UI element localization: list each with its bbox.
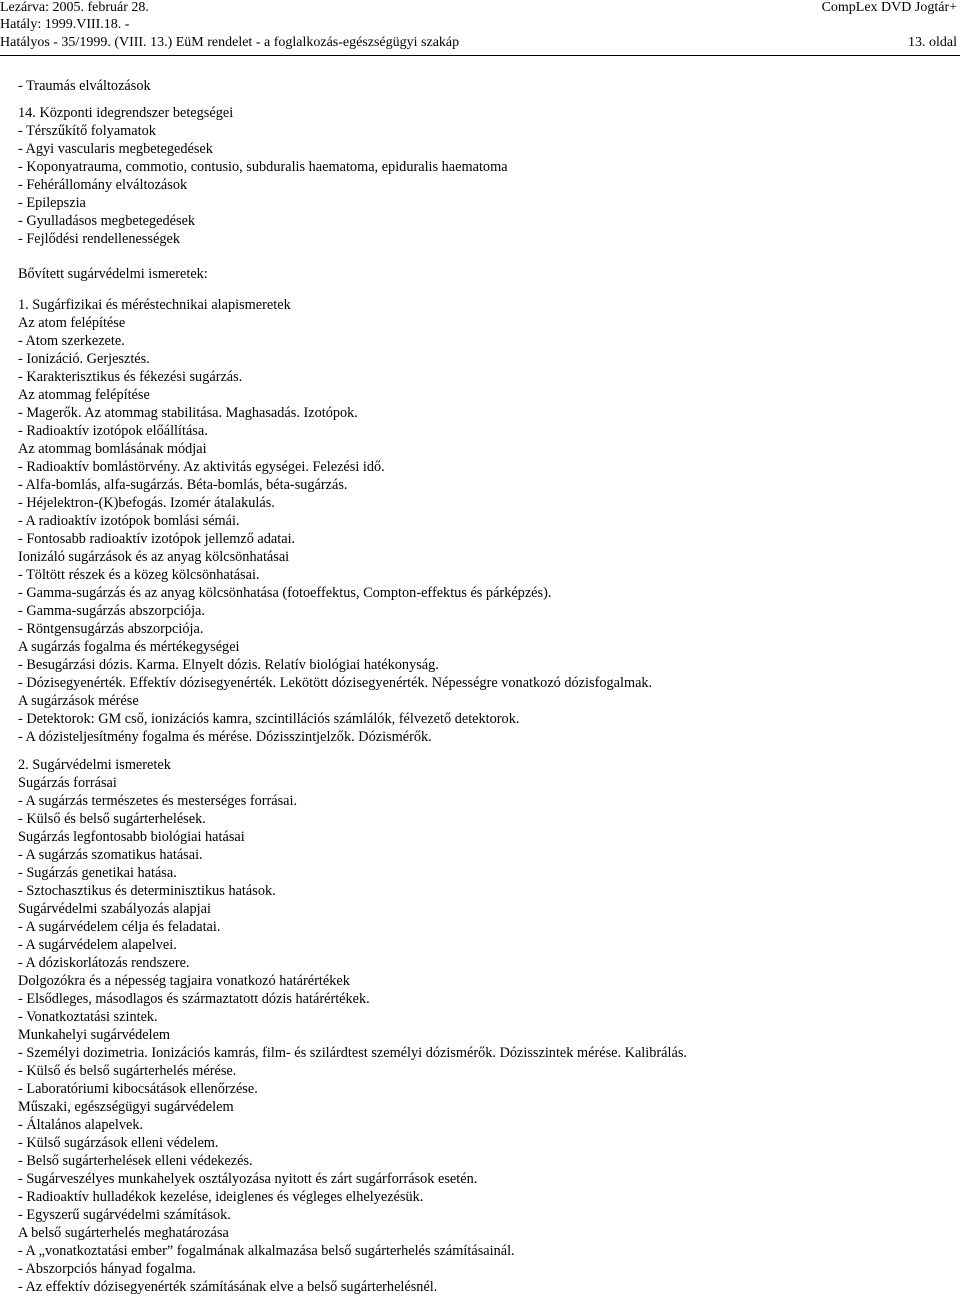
text-line: - Külső és belső sugárterhelés mérése. (18, 1063, 237, 1079)
header-document-title: Hatályos - 35/1999. (VIII. 13.) EüM rendelet - a foglalkozás-egészségügyi szakáp (0, 35, 460, 50)
text-line: - A sugárvédelem célja és feladatai. (18, 919, 221, 935)
text-line: - Gamma-sugárzás és az anyag kölcsönhatása (fotoeffektus, Compton-effektus és párképzés). (18, 585, 552, 601)
subsection-heading: Munkahelyi sugárvédelem (18, 1027, 171, 1043)
text-line: - Ionizáció. Gerjesztés. (18, 351, 150, 367)
text-line: - Vonatkoztatási szintek. (18, 1009, 158, 1025)
subsection-heading: Ionizáló sugárzások és az anyag kölcsönhatásai (18, 549, 290, 565)
header-closed-date: Lezárva: 2005. február 28. (0, 0, 149, 15)
text-line: - Radioaktív hulladékok kezelése, ideiglenes és végleges elhelyezésük. (18, 1189, 424, 1205)
text-line: - A dózisteljesítmény fogalma és mérése. Dózisszintjelzők. Dózismérők. (18, 729, 432, 745)
text-line: - Dózisegyenérték. Effektív dózisegyenérték. Lekötött dózisegyenérték. Népességre vonatkozó dózisfogalmak. (18, 675, 653, 691)
text-line: - Elsődleges, másodlagos és származtatott dózis határértékek. (18, 991, 370, 1007)
text-line: - Sugárveszélyes munkahelyek osztályozása nyitott és zárt sugárforrások esetén. (18, 1171, 478, 1187)
text-line: - Sztochasztikus és determinisztikus hatások. (18, 883, 276, 899)
subsection-heading: Sugárvédelmi szabályozás alapjai (18, 901, 211, 917)
text-line: - Magerők. Az atommag stabilitása. Maghasadás. Izotópok. (18, 405, 358, 421)
text-line: - A „vonatkoztatási ember” fogalmának alkalmazása belső sugárterhelés számításainál. (18, 1243, 515, 1259)
section-heading: 14. Központi idegrendszer betegségei (18, 105, 234, 121)
text-line: - Abszorpciós hányad fogalma. (18, 1261, 196, 1277)
text-line: - Külső sugárzások elleni védelem. (18, 1135, 219, 1151)
text-line: - Egyszerű sugárvédelmi számítások. (18, 1207, 231, 1223)
text-line: - A sugárvédelem alapelvei. (18, 937, 177, 953)
text-line: - Héjelektron-(K)befogás. Izomér átalakulás. (18, 495, 275, 511)
text-line: - Térszűkítő folyamatok (18, 123, 156, 139)
text-line: - Traumás elváltozások (18, 78, 151, 94)
text-line: - Gyulladásos megbetegedések (18, 213, 196, 229)
text-line: - Fehérállomány elváltozások (18, 177, 188, 193)
text-line: - Karakterisztikus és fékezési sugárzás. (18, 369, 243, 385)
text-line: - Külső és belső sugárterhelések. (18, 811, 206, 827)
text-line: - Röntgensugárzás abszorpciója. (18, 621, 204, 637)
text-line: - Radioaktív izotópok előállítása. (18, 423, 208, 439)
subsection-heading: Az atommag felépítése (18, 387, 150, 403)
subsection-heading: Sugárzás forrásai (18, 775, 117, 791)
text-line: - A sugárzás szomatikus hatásai. (18, 847, 203, 863)
text-line: - A radioaktív izotópok bomlási sémái. (18, 513, 240, 529)
subsection-heading: Sugárzás legfontosabb biológiai hatásai (18, 829, 245, 845)
header-divider (0, 55, 960, 56)
text-line: - Agyi vascularis megbetegedések (18, 141, 213, 157)
text-line: - Belső sugárterhelések elleni védekezés. (18, 1153, 253, 1169)
header-effect-date: Hatály: 1999.VIII.18. - (0, 17, 130, 32)
text-line: - Gamma-sugárzás abszorpciója. (18, 603, 205, 619)
text-line: - Fontosabb radioaktív izotópok jellemző adatai. (18, 531, 296, 547)
text-line: - Laboratóriumi kibocsátások ellenőrzése. (18, 1081, 258, 1097)
text-line: - Alfa-bomlás, alfa-sugárzás. Béta-bomlás, béta-sugárzás. (18, 477, 348, 493)
text-line: - Általános alapelvek. (18, 1117, 144, 1133)
text-line: - Sugárzás genetikai hatása. (18, 865, 177, 881)
text-line: - Fejlődési rendellenességek (18, 231, 180, 247)
text-line: - Személyi dozimetria. Ionizációs kamrás, film- és szilárdtest személyi dózismérők. Dózisszintek mérése. Kalibrálás. (18, 1045, 687, 1061)
text-line: - Atom szerkezete. (18, 333, 125, 349)
text-line: - Töltött részek és a közeg kölcsönhatásai. (18, 567, 260, 583)
subsection-heading: Műszaki, egészségügyi sugárvédelem (18, 1099, 234, 1115)
section-heading: 2. Sugárvédelmi ismeretek (18, 757, 171, 773)
text-line: - Epilepszia (18, 195, 86, 211)
subsection-heading: A belső sugárterhelés meghatározása (18, 1225, 229, 1241)
text-line: - A dóziskorlátozás rendszere. (18, 955, 190, 971)
text-line: - Koponyatrauma, commotio, contusio, subduralis haematoma, epiduralis haematoma (18, 159, 508, 175)
subsection-heading: Dolgozókra és a népesség tagjaira vonatkozó határértékek (18, 973, 350, 989)
text-line: - Radioaktív bomlástörvény. Az aktivitás egységei. Felezési idő. (18, 459, 385, 475)
subsection-heading: Az atom felépítése (18, 315, 126, 331)
subsection-heading: Az atommag bomlásának módjai (18, 441, 207, 457)
section-heading: 1. Sugárfizikai és méréstechnikai alapismeretek (18, 297, 291, 313)
subsection-heading: A sugárzások mérése (18, 693, 139, 709)
subsection-heading: A sugárzás fogalma és mértékegységei (18, 639, 240, 655)
page-number: 13. oldal (908, 35, 957, 50)
header-product-name: CompLex DVD Jogtár+ (821, 0, 957, 15)
text-line: - Besugárzási dózis. Karma. Elnyelt dózis. Relatív biológiai hatékonyság. (18, 657, 439, 673)
text-line: - Az effektív dózisegyenérték számításának elve a belső sugárterhelésnél. (18, 1279, 438, 1295)
text-line: - Detektorok: GM cső, ionizációs kamra, szcintillációs számlálók, félvezető detektorok. (18, 711, 520, 727)
text-line: - A sugárzás természetes és mesterséges forrásai. (18, 793, 298, 809)
section-heading: Bővített sugárvédelmi ismeretek: (18, 266, 208, 282)
